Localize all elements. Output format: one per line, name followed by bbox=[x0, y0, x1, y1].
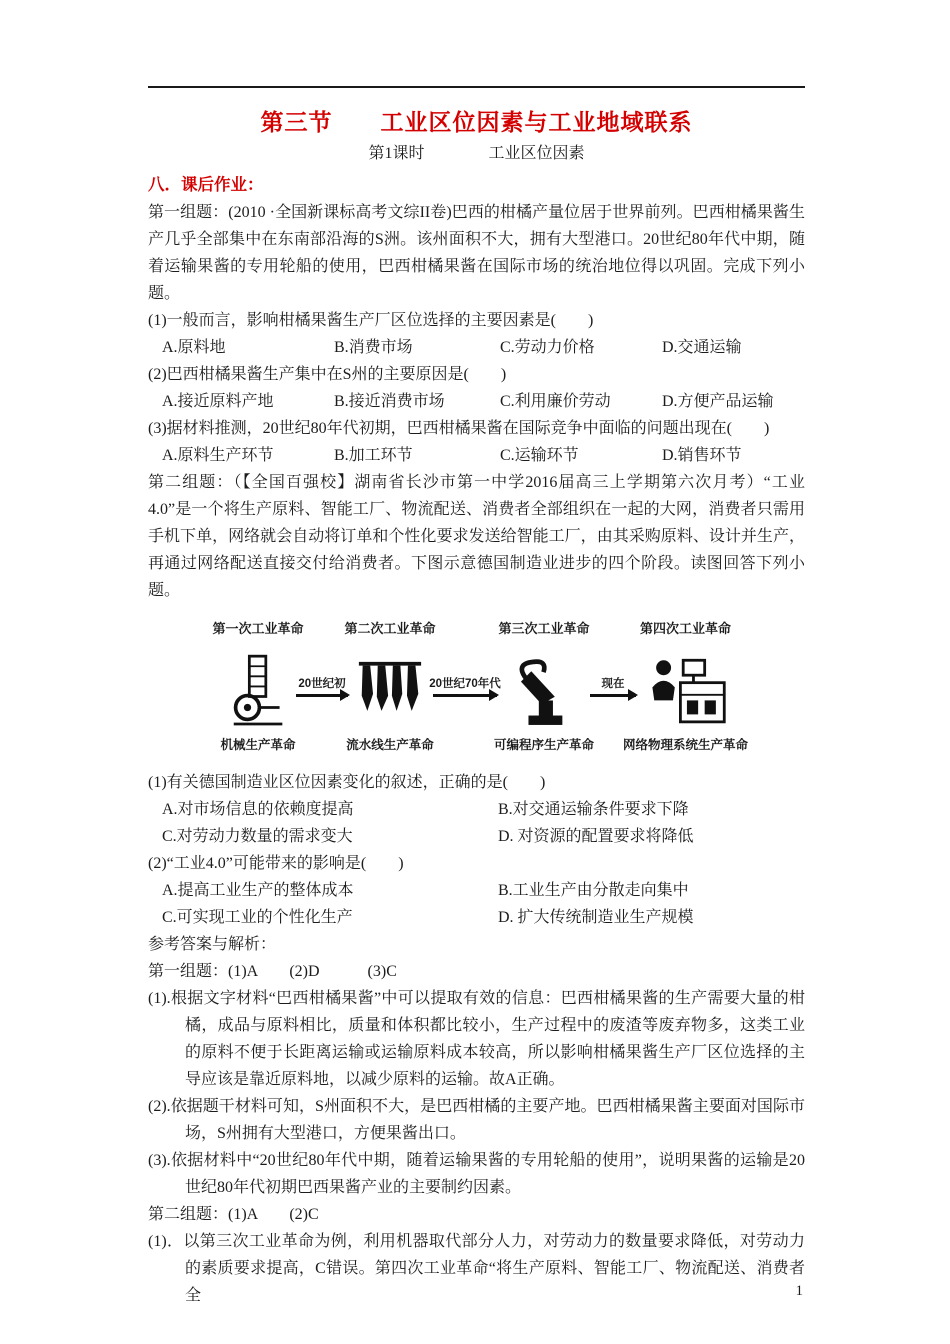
option-c: C.可实现工业的个性化生产 bbox=[162, 909, 353, 926]
arrow-right-icon bbox=[294, 643, 350, 729]
stage-3-label: 第三次工业革命 bbox=[498, 621, 590, 636]
option-d: D.交通运输 bbox=[662, 339, 742, 356]
option-c: C.利用廉价劳动 bbox=[500, 393, 611, 410]
group2-q1-options-ab bbox=[148, 796, 805, 823]
option-b: B.消费市场 bbox=[334, 339, 413, 356]
caption-2-label: 流水线生产革命 bbox=[346, 738, 434, 752]
option-c: C.劳动力价格 bbox=[500, 339, 595, 356]
explanation-4: (1)．以第三次工业革命为例，利用机器取代部分人力，对劳动力的数量要求降低，对劳动力的素质要求提高，C错误。第四次工业革命“将生产原料、智能工厂、物流配送、消费者全 bbox=[148, 1233, 805, 1304]
period-3-label: 现在 bbox=[601, 678, 625, 690]
group1-q1-options bbox=[148, 334, 805, 361]
option-b: B.加工环节 bbox=[334, 447, 413, 464]
option-d: D. 对资源的配置要求将降低 bbox=[498, 828, 694, 845]
robot-arm-icon bbox=[500, 643, 588, 729]
group1-q3-options bbox=[148, 442, 805, 469]
machine-icon bbox=[222, 643, 294, 729]
arrow-shaft bbox=[590, 694, 636, 697]
group1-q1-stem: (1)一般而言，影响柑橘果酱生产厂区位选择的主要因素是( ) bbox=[148, 312, 594, 329]
period-1-label: 20世纪初 bbox=[298, 678, 346, 690]
industry-stages-diagram bbox=[212, 618, 749, 753]
option-a: A.对市场信息的依赖度提高 bbox=[162, 801, 354, 818]
group2-q2-stem: (2)“工业4.0”可能带来的影响是( ) bbox=[148, 855, 404, 872]
option-d: D.方便产品运输 bbox=[662, 393, 774, 410]
option-b: B.对交通运输条件要求下降 bbox=[498, 801, 689, 818]
diagram-stage-labels bbox=[212, 618, 733, 637]
group1-intro: 第一组题：(2010 ·全国新课标高考文综II卷)巴西的柑橘产量位居于世界前列。巴西柑橘果酱生产几乎全部集中在东南部沿海的S洲。该州面积不大，拥有大型港口。20世纪80年代中期，随着运输果酱的专用轮船的使用，巴西柑橘果酱在国际市场的统治地位得以巩固。完成下列小题。 bbox=[148, 204, 805, 302]
answers-heading: 参考答案与解析： bbox=[148, 936, 277, 953]
section-header-homework: 八．课后作业： bbox=[148, 175, 264, 194]
option-a: A.提高工业生产的整体成本 bbox=[162, 882, 354, 899]
option-b: B.工业生产由分散走向集中 bbox=[498, 882, 689, 899]
header-rule bbox=[148, 86, 805, 88]
caption-4-label: 网络物理系统生产革命 bbox=[623, 738, 749, 752]
option-a: A.接近原料产地 bbox=[162, 393, 274, 410]
diagram-icons-row bbox=[222, 643, 733, 729]
diagram-caption-labels bbox=[220, 735, 749, 753]
page-number: 1 bbox=[795, 1283, 803, 1299]
group2-answers-line: 第二组题：(1)A (2)C bbox=[148, 1206, 319, 1223]
group2-q2-options-cd bbox=[148, 904, 805, 931]
group1-answers-line: 第一组题：(1)A (2)D (3)C bbox=[148, 963, 397, 980]
arrow-right-icon bbox=[588, 643, 638, 729]
arrow-right-icon bbox=[430, 643, 500, 729]
explanation-3: (3).依据材料中“20世纪80年代中期，随着运输果酱的专用轮船的使用”，说明果酱的运输是20世纪80年代初期巴西果酱产业的主要制约因素。 bbox=[148, 1152, 805, 1196]
arrow-shaft bbox=[433, 694, 497, 697]
option-a: A.原料生产环节 bbox=[162, 447, 274, 464]
network-system-icon bbox=[638, 643, 733, 729]
group1-q3-stem: (3)据材料推测，20世纪80年代初期，巴西柑橘果酱在国际竞争中面临的问题出现在( ) bbox=[148, 420, 770, 437]
lesson-subtitle: 第1课时 工业区位因素 bbox=[368, 145, 585, 162]
group2-q2-options-ab bbox=[148, 877, 805, 904]
option-c: C.运输环节 bbox=[500, 447, 579, 464]
caption-1-label: 机械生产革命 bbox=[220, 738, 296, 752]
stage-2-label: 第二次工业革命 bbox=[344, 621, 436, 636]
group1-q2-stem: (2)巴西柑橘果酱生产集中在S州的主要原因是( ) bbox=[148, 366, 507, 383]
period-2-label: 20世纪70年代 bbox=[429, 678, 501, 690]
assembly-line-icon bbox=[350, 643, 430, 729]
arrow-shaft bbox=[296, 694, 348, 697]
group2-q1-stem: (1)有关德国制造业区位因素变化的叙述，正确的是( ) bbox=[148, 774, 546, 791]
page-title: 第三节 工业区位因素与工业地域联系 bbox=[260, 110, 693, 135]
caption-3-label: 可编程序生产革命 bbox=[494, 738, 595, 752]
stage-4-label: 第四次工业革命 bbox=[639, 621, 731, 636]
group2-intro: 第二组题：（【全国百强校】湖南省长沙市第一中学2016届高三上学期第六次月考）“工业4.0”是一个将生产原料、智能工厂、物流配送、消费者全部组织在一起的大网，消费者只需用手机下单，网络就会自动将订单和个性化要求发送给智能工厂，由其采购原料、设计并生产，再通过网络配送直接交付给消费者。下图示意德国制造业进步的四个阶段。读图回答下列小题。 bbox=[148, 474, 805, 599]
stage-1-label: 第一次工业革命 bbox=[212, 621, 304, 636]
option-b: B.接近消费市场 bbox=[334, 393, 445, 410]
group1-q2-options bbox=[148, 388, 805, 415]
option-d: D. 扩大传统制造业生产规模 bbox=[498, 909, 694, 926]
option-d: D.销售环节 bbox=[662, 447, 742, 464]
option-a: A.原料地 bbox=[162, 339, 226, 356]
option-c: C.对劳动力数量的需求变大 bbox=[162, 828, 353, 845]
group2-q1-options-cd bbox=[148, 823, 805, 850]
explanation-1: (1).根据文字材料“巴西柑橘果酱”中可以提取有效的信息：巴西柑橘果酱的生产需要大量的柑橘，成品与原料相比，质量和体积都比较小，生产过程中的废渣等废弃物多，这类工业的原料不便于长距离运输或运输原料成本较高，所以影响柑橘果酱生产厂区位选择的主导应该是靠近原料地，以减少原料的运输。故A正确。 bbox=[148, 990, 805, 1088]
explanation-2: (2).依据题干材料可知，S州面积不大，是巴西柑橘的主要产地。巴西柑橘果酱主要面对国际市场，S州拥有大型港口，方便果酱出口。 bbox=[148, 1098, 805, 1142]
